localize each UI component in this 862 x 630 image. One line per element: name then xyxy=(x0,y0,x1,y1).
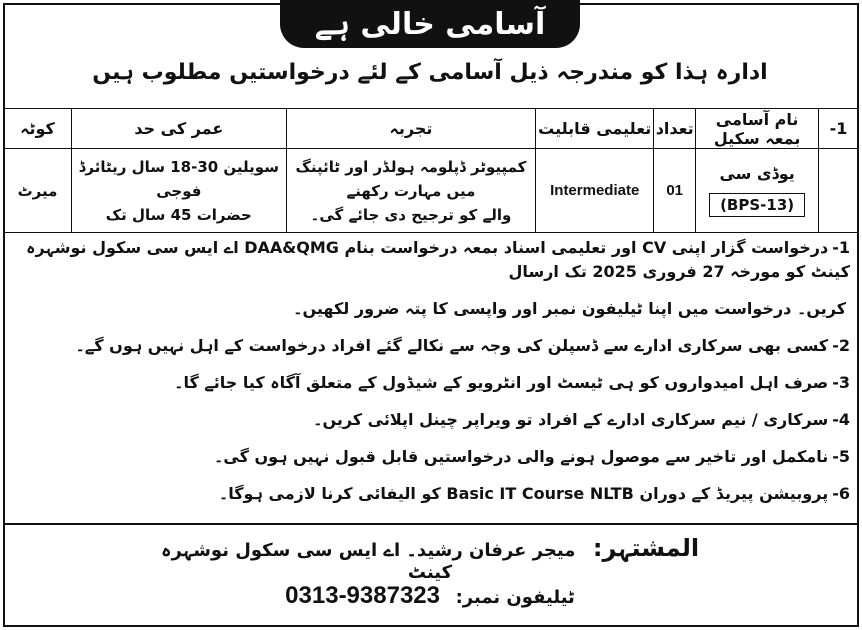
age-line-2: حضرات 45 سال تک xyxy=(105,205,252,224)
column-header-serial: 1- xyxy=(819,109,859,149)
vacancy-banner xyxy=(280,0,580,48)
column-header-post: نام آسامی بمعہ سکیل xyxy=(696,109,819,149)
advertiser-block xyxy=(150,534,710,583)
rule-number: 6- xyxy=(832,484,850,503)
cell-count: 01 xyxy=(654,149,696,233)
cell-quota: میرٹ xyxy=(4,149,72,233)
column-header-quota: کوٹہ xyxy=(4,109,72,149)
terms-list xyxy=(14,236,850,519)
phone-label: ٹیلیفون نمبر: xyxy=(455,587,575,608)
footer-divider xyxy=(3,523,859,525)
rule-number: 3- xyxy=(832,373,850,392)
cell-post xyxy=(696,149,819,233)
column-header-qualification: تعلیمی قابلیت xyxy=(536,109,654,149)
list-item xyxy=(14,482,850,506)
rule-text: کریں۔ درخواست میں اپنا ٹیلیفون نمبر اور واپسی کا پتہ ضرور لکھیں۔ xyxy=(293,299,846,318)
list-item xyxy=(14,236,850,284)
advertiser-name: میجر عرفان رشید۔ اے ایس سی سکول نوشہرہ کینٹ xyxy=(160,540,576,583)
cell-qualification: Intermediate xyxy=(536,149,654,233)
phone-block xyxy=(230,582,630,618)
table-row xyxy=(4,149,859,233)
post-scale: (BPS-13) xyxy=(709,193,805,217)
column-header-experience: تجربہ xyxy=(286,109,536,149)
age-line-1: سویلین 30-18 سال ریٹائرڈ فوجی xyxy=(78,157,279,200)
list-item xyxy=(14,334,850,358)
experience-line-2: والے کو ترجیح دی جائے گی۔ xyxy=(310,205,512,224)
rule-number: 1- xyxy=(832,238,850,257)
list-item xyxy=(14,408,850,432)
cell-experience xyxy=(286,149,536,233)
subtitle: ادارہ ہذا کو مندرجہ ذیل آسامی کے لئے درخواستیں مطلوب ہیں xyxy=(92,60,768,85)
cell-serial xyxy=(819,149,859,233)
experience-line-1: کمپیوٹر ڈپلومہ ہولڈر اور ٹائپنگ میں مہارت رکھنے xyxy=(295,157,527,200)
rule-number: 2- xyxy=(832,336,850,355)
vacancy-table xyxy=(3,108,859,233)
rule-text: سرکاری / نیم سرکاری ادارے کے افراد تو ویراپر چینل اپلائی کریں۔ xyxy=(313,410,829,429)
rule-text: نامکمل اور تاخیر سے موصول ہونے والی درخواستیں قابل قبول نہیں ہوں گی۔ xyxy=(214,447,829,466)
column-header-age-limit: عمر کی حد xyxy=(71,109,286,149)
list-item xyxy=(14,297,850,321)
post-name: یوڈی سی xyxy=(719,164,795,183)
phone-number: 0313-9387323 xyxy=(285,582,440,609)
rule-text: پروبیشن پیریڈ کے دوران Basic IT Course NLTB کو الیفائی کرنا لازمی ہوگا۔ xyxy=(218,484,829,503)
advertiser-label: المشتہر: xyxy=(592,534,700,562)
column-header-count: تعداد xyxy=(654,109,696,149)
rule-number: 5- xyxy=(832,447,850,466)
list-item xyxy=(14,445,850,469)
list-item xyxy=(14,371,850,395)
rule-text: صرف اہل امیدواروں کو ہی ٹیسٹ اور انٹرویو کے شیڈول کے متعلق آگاہ کیا جائے گا۔ xyxy=(174,373,829,392)
rule-text: کسی بھی سرکاری ادارے سے ڈسپلن کی وجہ سے نکالے گئے افراد درخواست کے اہل نہیں ہوں گے۔ xyxy=(75,336,829,355)
rule-text: درخواست گزار اپنی CV اور تعلیمی اسناد بمعہ درخواست بنام DAA&QMG اے ایس سی سکول نوشہرہ کینٹ کو مورخہ 27 فروری 2025 تک ارسال xyxy=(26,238,850,281)
banner-title: آسامی خالی ہے xyxy=(314,6,546,42)
cell-age-limit xyxy=(71,149,286,233)
rule-number: 4- xyxy=(832,410,850,429)
table-header-row xyxy=(4,109,859,149)
